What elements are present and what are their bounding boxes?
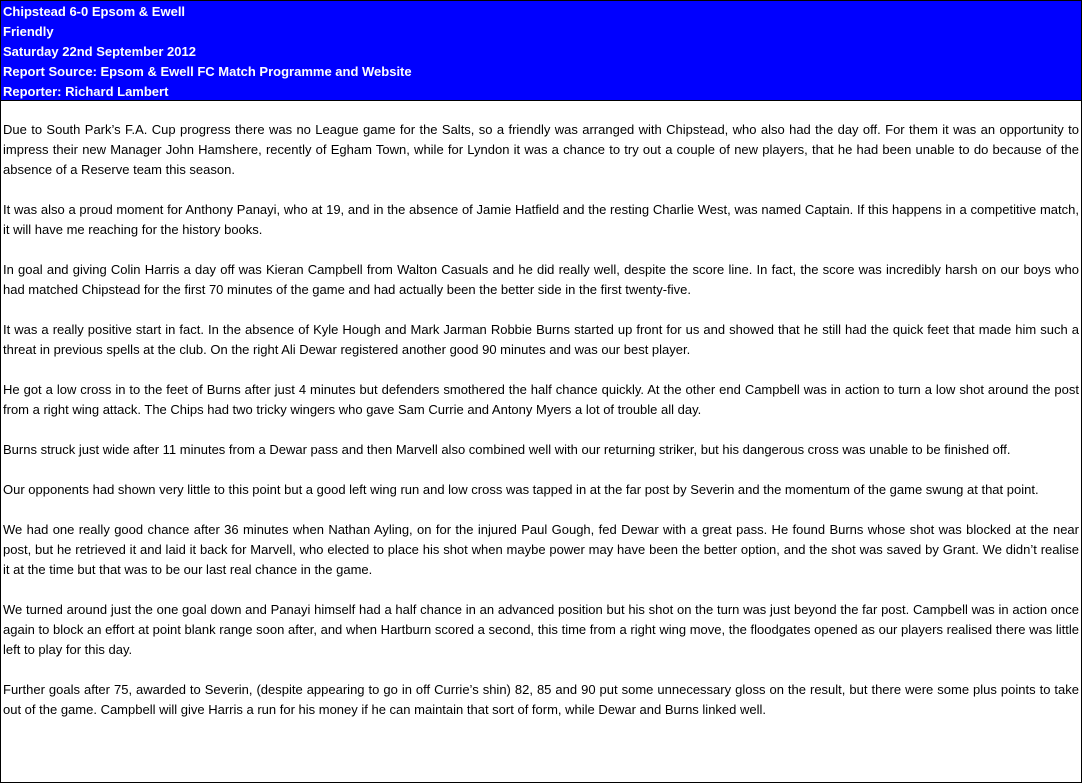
report-paragraph: It was a really positive start in fact. In the absence of Kyle Hough and Mark Jarman Robbie Burns started up front for us and showed that he still had the quick feet that made him such a threat in previous spells at the club. On the right Ali Dewar registered another good 90 minutes and was our best player.: [3, 322, 1079, 357]
report-paragraph: He got a low cross in to the feet of Burns after just 4 minutes but defenders smothered the half chance quickly. At the other end Campbell was in action to turn a low shot around the post from a right wing attack. The Chips had two tricky wingers who gave Sam Currie and Antony Myers a lot of trouble all day.: [3, 382, 1079, 417]
report-body: [1, 101, 1081, 720]
report-paragraph: It was also a proud moment for Anthony Panayi, who at 19, and in the absence of Jamie Hatfield and the resting Charlie West, was named Captain. If this happens in a competitive match, it will have me reaching for the history books.: [3, 202, 1079, 237]
match-result-title: Chipstead 6-0 Epsom & Ewell: [3, 4, 186, 19]
report-paragraph: Burns struck just wide after 11 minutes from a Dewar pass and then Marvell also combined well with our returning striker, but his dangerous cross was unable to be finished off.: [3, 442, 1011, 457]
report-paragraph: We turned around just the one goal down and Panayi himself had a half chance in an advanced position but his shot on the turn was just beyond the far post. Campbell was in action once again to block an effort at point blank range soon after, and when Hartburn scored a second, this time from a right wing move, the floodgates opened as our players realised there was little left to play for this day.: [3, 602, 1079, 657]
match-type: Friendly: [3, 24, 54, 39]
report-paragraph: Our opponents had shown very little to this point but a good left wing run and low cross was tapped in at the far post by Severin and the momentum of the game swung at that point.: [3, 482, 1039, 497]
report-paragraph: We had one really good chance after 36 minutes when Nathan Ayling, on for the injured Paul Gough, fed Dewar with a great pass. He found Burns whose shot was blocked at the near post, but he retrieved it and laid it back for Marvell, who elected to place his shot when maybe power may have been the better option, and the shot was saved by Grant. We didn’t realise it at the time but that was to be our last real chance in the game.: [3, 522, 1079, 577]
reporter-name: Reporter: Richard Lambert: [3, 84, 169, 99]
report-paragraph: Further goals after 75, awarded to Severin, (despite appearing to go in off Currie’s shin) 82, 85 and 90 put some unnecessary gloss on the result, but there were some plus points to take out of the game. Campbell will give Harris a run for his money if he can maintain that sort of form, while Dewar and Burns linked well.: [3, 682, 1079, 717]
report-source: Report Source: Epsom & Ewell FC Match Programme and Website: [3, 64, 412, 79]
match-date: Saturday 22nd September 2012: [3, 44, 196, 59]
report-header-banner: [1, 1, 1081, 101]
report-paragraph: In goal and giving Colin Harris a day off was Kieran Campbell from Walton Casuals and he did really well, despite the score line. In fact, the score was incredibly harsh on our boys who had matched Chipstead for the first 70 minutes of the game and had actually been the better side in the first twenty-five.: [3, 262, 1079, 297]
report-paragraph: Due to South Park’s F.A. Cup progress there was no League game for the Salts, so a friendly was arranged with Chipstead, who also had the day off. For them it was an opportunity to impress their new Manager John Hamshere, recently of Egham Town, while for Lyndon it was a chance to try out a couple of new players, that he had been unable to do because of the absence of a Reserve team this season.: [3, 122, 1079, 177]
